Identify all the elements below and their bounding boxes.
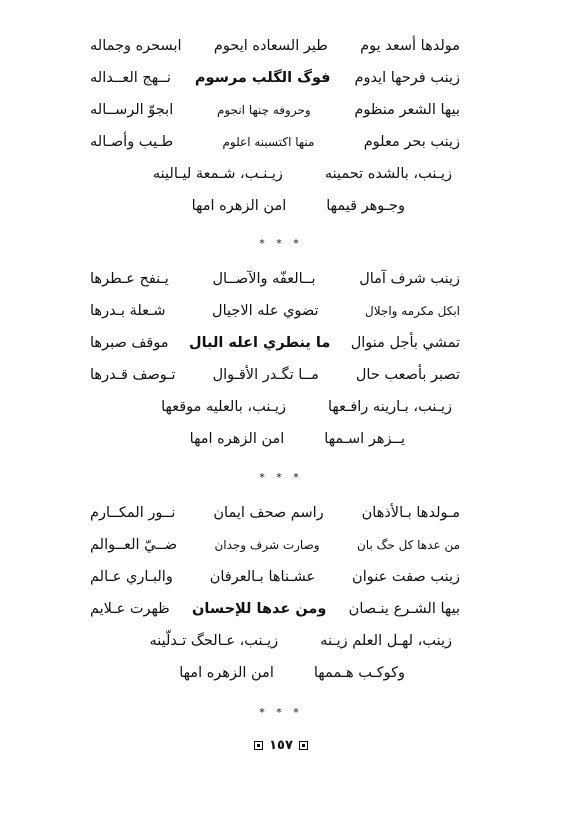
verse-part: من عدها كل حگ بان <box>356 538 460 552</box>
verse-part: ظهرت عـلايم <box>90 601 170 617</box>
verse-line <box>90 497 460 529</box>
page-number-footer <box>0 738 562 753</box>
verse-line <box>90 126 460 158</box>
square-ornament-icon <box>299 741 308 750</box>
refrain-line <box>90 158 460 190</box>
verse-part: وصارت شرف وجدان <box>214 538 320 552</box>
verse-part: فوگ الگلب مرسوم <box>194 70 331 86</box>
refrain-line <box>90 391 460 423</box>
refrain-part: زينب، لهـل العلم زيـنه <box>320 633 452 649</box>
verse-line <box>90 561 460 593</box>
verse-part: مـولدها بـالأذهان <box>361 505 460 521</box>
poem-stanza-3 <box>90 497 460 689</box>
verse-part: موقف صبرها <box>90 335 169 351</box>
verse-part: مولدها أسعد يوم <box>360 38 460 54</box>
verse-part: ابكل مكرمه واجلال <box>365 304 460 318</box>
page-number: ١٥٧ <box>269 738 293 753</box>
verse-part: ضــيّ العــوالم <box>90 537 178 553</box>
verse-part: ما ينطري اعله البال <box>189 335 331 351</box>
verse-part: عشـناها بـالعرفان <box>209 569 316 585</box>
closing-part: وكوكـب هـممها <box>313 665 405 681</box>
closing-part: امن الزهره امها <box>191 198 287 214</box>
verse-line <box>90 359 460 391</box>
verse-part: تصبر بأصعب حال <box>355 367 460 383</box>
verse-part: راسم صحف ايمان <box>213 505 324 521</box>
stanza-separator: * * * <box>259 471 303 484</box>
closing-part: امن الزهره امها <box>179 665 274 681</box>
poem-stanza-2 <box>90 263 460 455</box>
square-ornament-icon <box>254 741 263 750</box>
refrain-part: زيـنب، بـارينه رافـعها <box>328 399 452 415</box>
verse-line <box>90 593 460 625</box>
verse-line <box>90 295 460 327</box>
verse-part: زينب بحر معلوم <box>363 134 460 150</box>
verse-part: تـوصف قـدرها <box>90 367 176 383</box>
verse-part: بــالعفّه والآصــال <box>212 271 316 287</box>
stanza-separator: * * * <box>259 706 303 719</box>
verse-part: مــا تگـدر الأقـوال <box>212 367 319 383</box>
verse-part: طـيب وأصـاله <box>90 134 174 150</box>
verse-part: والبـاري عـالم <box>90 569 173 585</box>
refrain-part: زيـنب، بالعليه موقعها <box>161 399 286 415</box>
poem-stanza-1 <box>90 30 460 222</box>
closing-line <box>90 190 460 222</box>
refrain-part: زيـنب، بالشده تحمينه <box>324 166 452 182</box>
verse-part: زينب صفت عنوان <box>352 569 460 585</box>
verse-part: نــور المكــارم <box>90 505 176 521</box>
refrain-line <box>90 625 460 657</box>
verse-line <box>90 94 460 126</box>
closing-part: يــزهر اسـمها <box>324 431 405 447</box>
verse-part: بيها الشعر منظوم <box>354 102 460 118</box>
verse-part: طير السعاده ايحوم <box>213 38 328 54</box>
verse-line <box>90 263 460 295</box>
verse-line <box>90 327 460 359</box>
verse-part: شـعلة بـدرها <box>90 303 166 319</box>
verse-part: منها اكتسبنه اعلوم <box>222 135 315 149</box>
verse-part: وحروفه چنها انجوم <box>216 103 311 117</box>
verse-part: يـنفح عـطرها <box>90 271 169 287</box>
closing-line <box>90 657 460 689</box>
verse-part: تمشي بأجل منوال <box>350 335 460 351</box>
refrain-part: زيـنب، عـالحگ تـدلّينه <box>149 633 279 649</box>
closing-part: وجـوهر قيمها <box>326 198 405 214</box>
verse-part: بيها الشـرع ينـصان <box>348 601 460 617</box>
verse-line <box>90 62 460 94</box>
verse-part: ابسحره وجماله <box>90 38 182 54</box>
verse-part: ومن عدها للإحسان <box>192 601 327 617</box>
stanza-separator: * * * <box>259 237 303 250</box>
closing-line <box>90 423 460 455</box>
verse-part: ابجوّ الرســاله <box>90 102 174 118</box>
verse-part: زينب شرف آمال <box>359 271 460 287</box>
verse-part: زينب فرحها ايدوم <box>354 70 460 86</box>
verse-line <box>90 529 460 561</box>
refrain-part: زيـنـب، شـمعة ليـالينه <box>152 166 283 182</box>
verse-part: تضوي عله الاجيال <box>212 303 319 319</box>
verse-line <box>90 30 460 62</box>
closing-part: امن الزهره امها <box>189 431 285 447</box>
verse-part: نــهج العــداله <box>90 70 171 86</box>
